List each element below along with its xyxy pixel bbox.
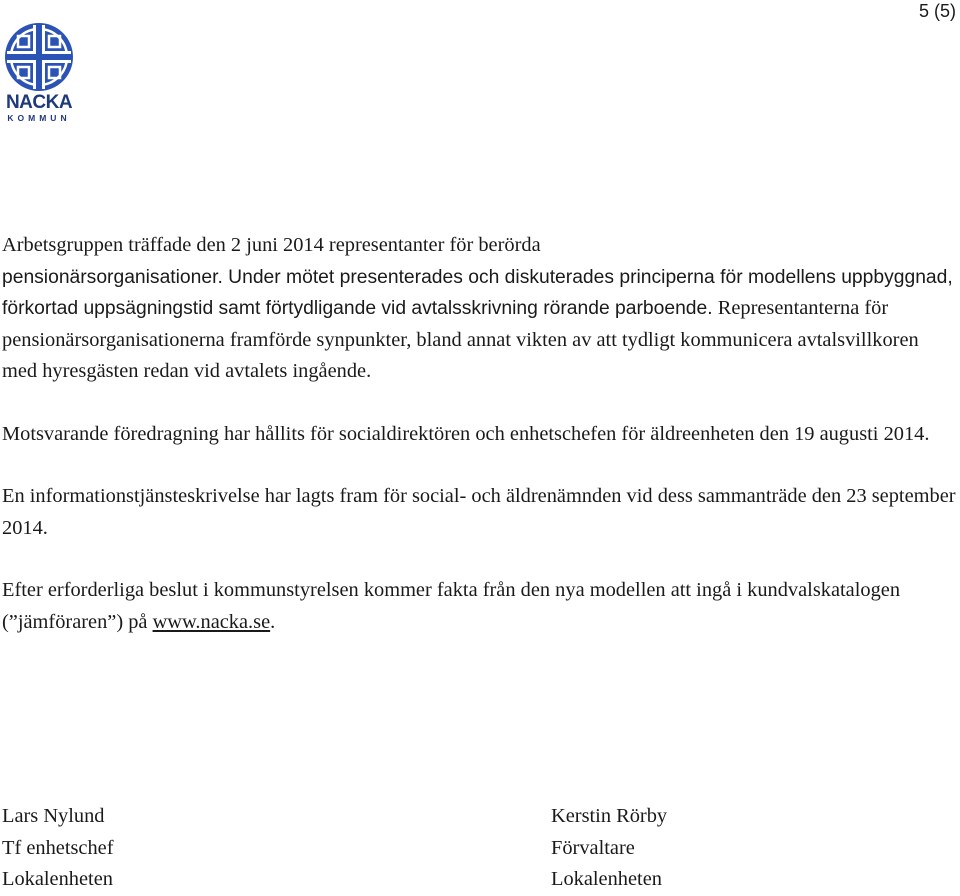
paragraph-2: Motsvarande föredragning har hållits för socialdirektören och enhetschefen för äldreenheten den 19 augusti 2014. xyxy=(2,422,930,445)
signature-left-title: Tf enhetschef xyxy=(2,836,114,859)
paragraph-1-intro: Arbetsgruppen träffade den 2 juni 2014 representanter för berörda xyxy=(2,234,541,256)
signature-right xyxy=(551,801,667,896)
logo-subtitle: KOMMUN xyxy=(7,113,71,123)
paragraph-3: En informationstjänsteskrivelse har lagts fram för social- och äldrenämnden vid dess sammanträde den 23 september 2014. xyxy=(2,485,956,539)
page-number: 5 (5) xyxy=(918,1,956,21)
nacka-website-link[interactable]: www.nacka.se xyxy=(152,610,271,633)
nacka-kommun-logo xyxy=(2,22,76,126)
paragraph-1-sans-text: pensionärsorganisationer. Under mötet presenterades och diskuterades principerna för modellens uppbyggnad, förkortad uppsägningstid samt förtydligande vid avtalsskrivning rörande parboende. xyxy=(2,266,953,319)
signature-right-name: Kerstin Rörby xyxy=(551,805,668,827)
paragraph-4 xyxy=(2,575,957,638)
signature-right-unit: Lokalenheten xyxy=(551,868,662,890)
signature-left-unit: Lokalenheten xyxy=(2,868,113,890)
signature-right-title: Förvaltare xyxy=(551,836,635,859)
document-body xyxy=(2,230,957,669)
paragraph-4-end: . xyxy=(270,610,276,633)
paragraph-4-text: Efter erforderliga beslut i kommunstyrelsen kommer fakta från den nya modellen att ingå i kundvalskatalogen (”jämföraren”) på xyxy=(2,579,901,633)
paragraph-1-rest: Representanterna för pensionärsorganisationerna framförde synpunkter, bland annat vikten av att tydligt kommunicera avtalsvillkoren med hyresgästen redan vid avtalets ingående. xyxy=(2,297,919,382)
nacka-emblem-icon xyxy=(2,22,76,92)
logo-name: NACKA xyxy=(5,92,73,113)
signature-left-name: Lars Nylund xyxy=(2,805,105,827)
signature-left xyxy=(2,801,114,896)
paragraph-1 xyxy=(2,230,957,388)
